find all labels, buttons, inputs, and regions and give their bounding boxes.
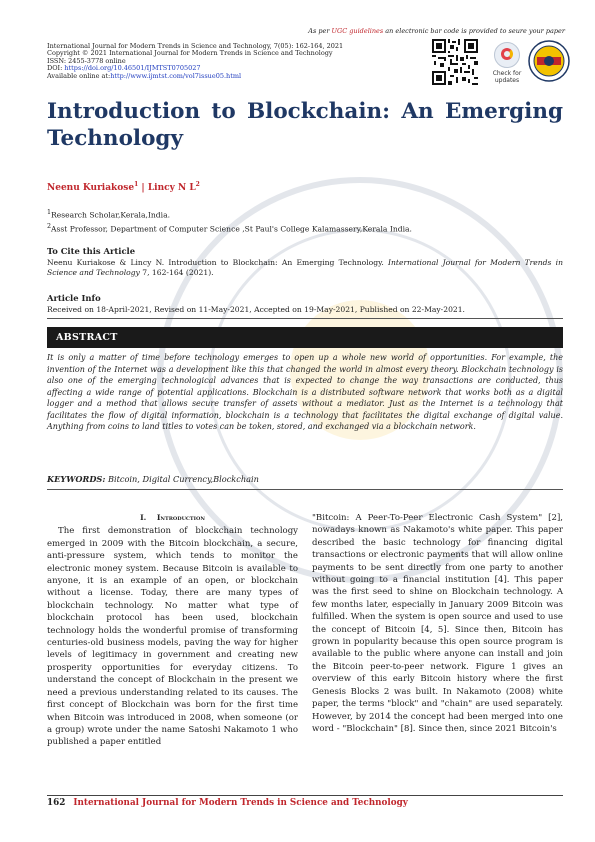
footer-journal: International Journal for Modern Trends in Science and Technology: [73, 798, 408, 808]
author-1[interactable]: Neenu Kuriakose: [47, 183, 135, 193]
copyright-line: Copyright © 2021 International Journal for Modern Trends in Science and Technology: [47, 49, 333, 58]
available-line: Available online at:http://www.ijmtst.com/vol7issue05.html: [47, 71, 242, 80]
page-title: Introduction to Blockchain: An Emerging Technology: [47, 99, 563, 151]
issn-line: ISSN: 2455-3778 online: [47, 56, 126, 65]
body-left-column: [47, 512, 298, 749]
cite-text: Neenu Kuriakose & Lincy N. Introduction to Blockchain: An Emerging Technology. International Journal for Modern Trends in Science and Technology 7, 162-164 (2021).: [47, 258, 563, 278]
abstract-text: It is only a matter of time before technology emerges to open up a whole new world of opportunities. For example, the invention of the Internet was a development like this that changed the world in almost every theory. Blockchain technology is also one of the emerging technological advances that is expected to change the way transactions are conducted, thus affecting a wide range of potential applications. Blockchain is a distributed software network that works both as a digital logger and a method that allows secure transfer of assets without a mediator. Just as the Internet is a technology that facilitates the flow of digital information, blockchain is a technology that facilitates the digital exchange of digital value. Anything from coins to land titles to votes can be token, stored, and exchanged via a blockchain network.: [47, 353, 563, 431]
author-line: Neenu Kuriakose$^1$ | Lincy N $L^2$: [47, 181, 200, 193]
ugc-guidelines-link[interactable]: UGC guidelines: [331, 27, 384, 35]
body-paragraph: The first demonstration of blockchain technology emerged in 2009 with the Bitcoin blockchain, a secure, anti-pressure system, which tends to monitor the electronic money system. Because Bitcoin is available to anyone, it is an example of an open, or blockchain without a license. Today, there are many types of blockchain technology. No matter what type of blockchain protocol has been used, blockchain technology holds the wonderful promise of transforming centuries-old business models, paving the way for higher levels of legitimacy in government and creating new prosperity opportunities for everyday citizens. To understand the concept of Blockchain in the present we need a previous understanding related to its causes. The first concept of Blockchain was born for the first time when Bitcoin was introduced in 2008, when someone (or a group) wrote under the name Satoshi Nakamoto 1 who published a paper entitled: [47, 526, 298, 748]
cite-heading: To Cite this Article: [47, 246, 136, 256]
journal-logo-icon: [528, 40, 570, 82]
check-updates-icon: [494, 42, 520, 68]
footer-divider: [47, 795, 563, 796]
author-2[interactable]: Lincy N L: [147, 183, 196, 193]
page-footer: [47, 798, 408, 808]
body-right-column: [312, 512, 563, 735]
qr-code-icon[interactable]: [432, 39, 478, 85]
page-number: 162: [47, 798, 66, 808]
divider: [47, 489, 563, 490]
check-for-updates-badge[interactable]: Check for updates: [487, 42, 527, 84]
affiliation-1: $^1$Research Scholar,Kerala,India.: [47, 209, 171, 220]
doi-line: DOI: https://doi.org/10.46501/IJMTST0705027: [47, 64, 201, 73]
keywords-line: KEYWORDS: Bitcoin, Digital Currency,Blockchain: [47, 474, 259, 484]
body-paragraph: "Bitcoin: A Peer-To-Peer Electronic Cash System" [2], nowadays known as Nakamoto's white paper. This paper described the basic technology for financing digital transactions or electronic payments that will allow online payments to be sent directly from one party to another without going to a financial institution [4]. This paper was the first seed to shine on Blockchain technology. A few months later, especially in January 2009 Bitcoin was fulfilled. When the system is open source and used to use the concept of Bitcoin [4, 5]. Since then, Bitcoin has grown in popularity because this open source program is available to the public where anyone can install and join the Bitcoin peer-to-peer network. Figure 1 gives an overview of this early Bitcoin history where the first Genesis Blocks 2 was built. In Nakamoto (2008) white paper, the terms "block" and "chain" are used separately. However, by 2014 the concept had been merged into one word - "Blockchain" [8]. Since then, since 2021 Bitcoin's: [312, 513, 563, 734]
article-info-dates: Received on 18-April-2021, Revised on 11-May-2021, Accepted on 19-May-2021, Published on 22-May-2021.: [47, 305, 465, 314]
affiliation-2: $^2$Asst Professor, Department of Computer Science ,St Paul's College Kalamassery,Kerala India.: [47, 223, 412, 234]
barcode-note: As per UGC guidelines an electronic bar code is provided to seure your paper: [308, 27, 565, 35]
journal-line: International Journal for Modern Trends in Science and Technology, 7(05): 162-164, 2021: [47, 42, 344, 50]
journal-meta: [47, 43, 447, 80]
introduction-heading: I. Introduction: [140, 513, 205, 522]
available-link[interactable]: http://www.ijmtst.com/vol7issue05.html: [110, 71, 242, 80]
doi-link[interactable]: https://doi.org/10.46501/IJMTST0705027: [64, 64, 201, 73]
article-info-heading: Article Info: [47, 293, 101, 303]
abstract-heading: ABSTRACT: [47, 327, 563, 348]
divider: [47, 318, 563, 319]
